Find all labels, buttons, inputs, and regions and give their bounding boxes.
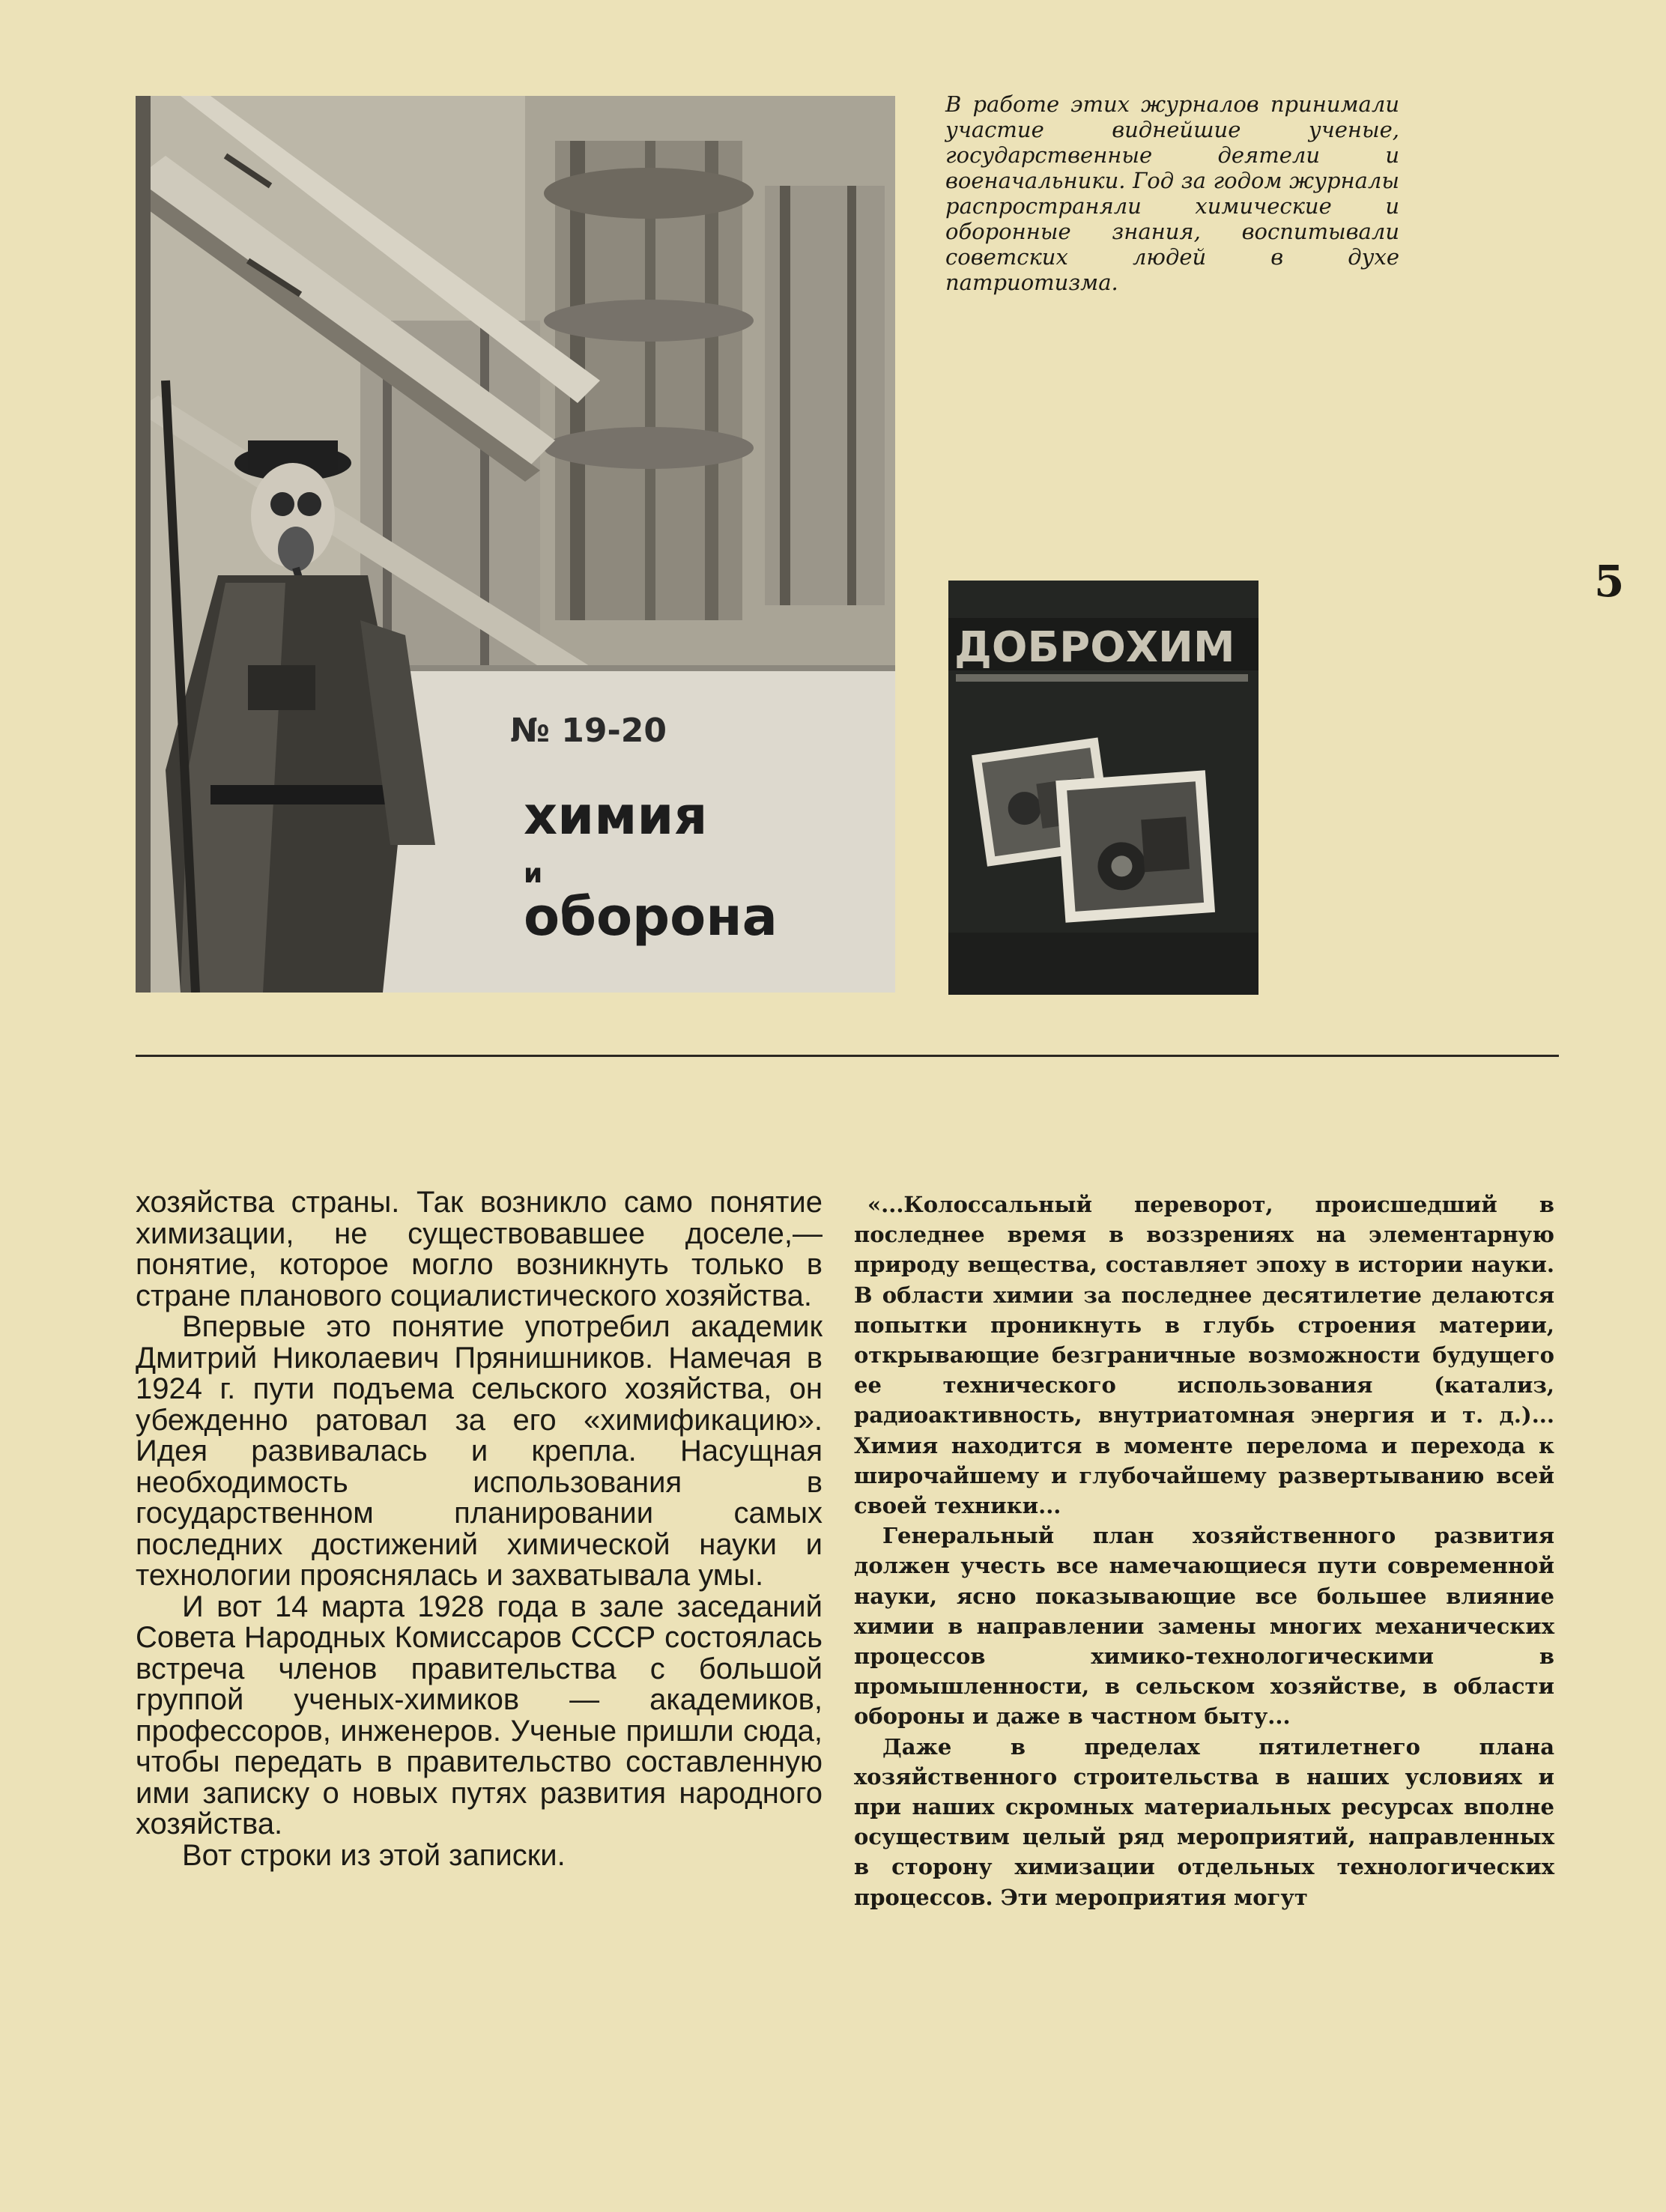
cover-illustration	[136, 96, 895, 993]
cover-title-line1: химия	[524, 785, 708, 846]
section-divider	[136, 1055, 1559, 1057]
right-column-quote	[854, 1190, 1554, 1912]
cover-title-line2: оборона	[524, 886, 778, 948]
quote-paragraph: «...Колоссальный переворот, происшедший в последнее время в воззрениях на элементарную природу вещества, составляет эпоху в истории науки. В области химии за последнее десятилетие делаются попытки проникнуть в глубь строения материи, открывающие безграничные возможности будущего ее технического использования (катализ, радиоактивность, внутриатомная энергия и т. д.)... Химия находится в моменте перелома и перехода к широчайшему и глубочайшему развертыванию всей своей техники...	[854, 1192, 1554, 1519]
quote-paragraph: Генеральный план хозяйственного развития должен учесть все намечающиеся пути современной науки, ясно показывающие все большее влияние химии в направлении замены многих механических процессов химико-технологическими в промышленности, в сельском хозяйстве, в области обороны и даже в частном быту...	[854, 1523, 1554, 1730]
left-paragraph: Впервые это понятие употребил академик Дмитрий Николаевич Прянишников. Намечая в 1924 г. пути подъема сельского хозяйства, он убежденно ратовал за его «химификацию». Идея развивалась и крепла. Насущная необходимость использования в государственном планировании самых последних достижений химической науки и технологии прояснялась и захватывала умы.	[136, 1310, 823, 1592]
magazine-cover-dobrokhim	[948, 581, 1258, 995]
cover-number-text: № 19-20	[510, 712, 667, 750]
left-column-text	[136, 1187, 823, 1871]
left-paragraph: И вот 14 марта 1928 года в зале заседаний Совета Народных Комиссаров СССР состоялась встреча членов правительства с большой группой ученых-химиков — академиков, профессоров, инженеров. Ученые пришли сюда, чтобы передать в правительство составленную ими записку о новых путях развития народного хозяйства.	[136, 1590, 823, 1840]
left-paragraph: Вот строки из этой записки.	[182, 1838, 566, 1872]
magazine-cover-khimiya-i-oborona	[136, 96, 895, 993]
page-number: 5	[1594, 556, 1625, 607]
figure-caption: В работе этих журналов принимали участие виднейшие ученые, государственные деятели и военачальники. Год за годом журналы распространяли химические и оборонные знания, воспитывали советских людей в духе патриотизма.	[945, 91, 1399, 295]
dobrokhim-masthead: ДОБРОХИМ	[954, 623, 1235, 672]
cover-title-and: и	[524, 858, 543, 889]
left-paragraph: хозяйства страны. Так возникло само понятие химизации, не существовавшее доселе,— понятие, которое могло возникнуть только в стране планового социалистического хозяйства.	[136, 1186, 823, 1312]
quote-paragraph: Даже в пределах пятилетнего плана хозяйственного строительства в наших условиях и при наших скромных материальных ресурсах вполне осуществим целый ряд мероприятий, направленных в сторону химизации отдельных технологических процессов. Эти мероприятия могут	[854, 1733, 1554, 1910]
dobrokhim-illustration	[948, 581, 1258, 995]
